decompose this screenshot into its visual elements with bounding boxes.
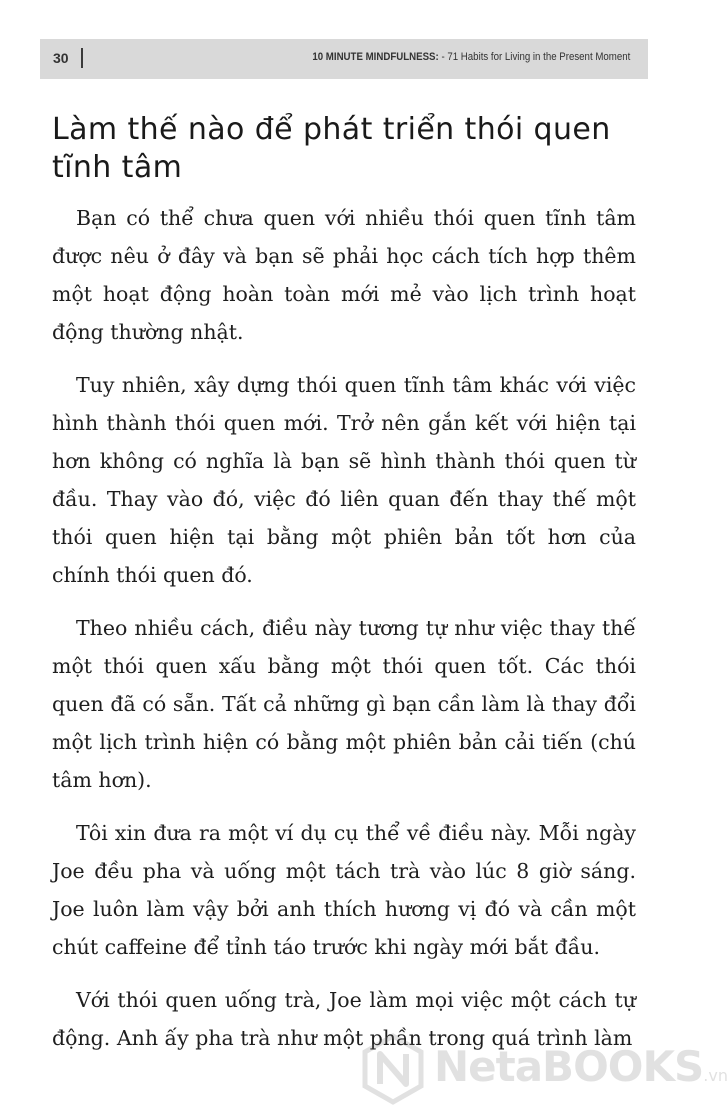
section-heading: Làm thế nào để phát triển thói quen tĩnh tâm xyxy=(52,112,611,185)
watermark xyxy=(362,1028,728,1114)
watermark-suffix: .vn xyxy=(703,1066,728,1085)
running-title xyxy=(312,51,630,63)
neta-logo-icon xyxy=(362,1034,424,1104)
watermark-brand-name: NetaBOOKS xyxy=(434,1042,704,1091)
book-title: 10 MINUTE MINDFULNESS: xyxy=(312,51,439,63)
paragraph: Với thói quen uống trà, Joe làm mọi việc một cách tự động. Anh ấy pha trà như một phần trong quá trình làm xyxy=(52,988,636,1050)
watermark-brand xyxy=(434,1042,728,1091)
paragraph: Tuy nhiên, xây dựng thói quen tĩnh tâm khác với việc hình thành thói quen mới. Trở nên gắn kết với hiện tại hơn không có nghĩa là bạn sẽ hình thành thói quen từ đầu. Thay vào đó, việc đó liên quan đến thay thế một thói quen hiện tại bằng một phiên bản tốt hơn của chính thói quen đó. xyxy=(52,373,636,587)
page-number: 30 xyxy=(53,50,69,66)
paragraph: Tôi xin đưa ra một ví dụ cụ thể về điều này. Mỗi ngày Joe đều pha và uống một tách trà vào lúc 8 giờ sáng. Joe luôn làm vậy bởi anh thích hương vị đó và cần một chút caffeine để tỉnh táo trước khi ngày mới bắt đầu. xyxy=(52,821,636,959)
paragraph: Theo nhiều cách, điều này tương tự như việc thay thế một thói quen xấu bằng một thói quen tốt. Các thói quen đã có sẵn. Tất cả những gì bạn cần làm là thay đổi một lịch trình hiện có bằng một phiên bản cải tiến (chú tâm hơn). xyxy=(52,616,636,792)
header-divider xyxy=(81,48,83,68)
book-subtitle: - 71 Habits for Living in the Present Moment xyxy=(441,51,630,63)
body-text xyxy=(52,199,636,1072)
paragraph: Bạn có thể chưa quen với nhiều thói quen tĩnh tâm được nêu ở đây và bạn sẽ phải học cách tích hợp thêm một hoạt động hoàn toàn mới mẻ vào lịch trình hoạt động thường nhật. xyxy=(52,206,636,344)
running-header xyxy=(40,39,648,79)
